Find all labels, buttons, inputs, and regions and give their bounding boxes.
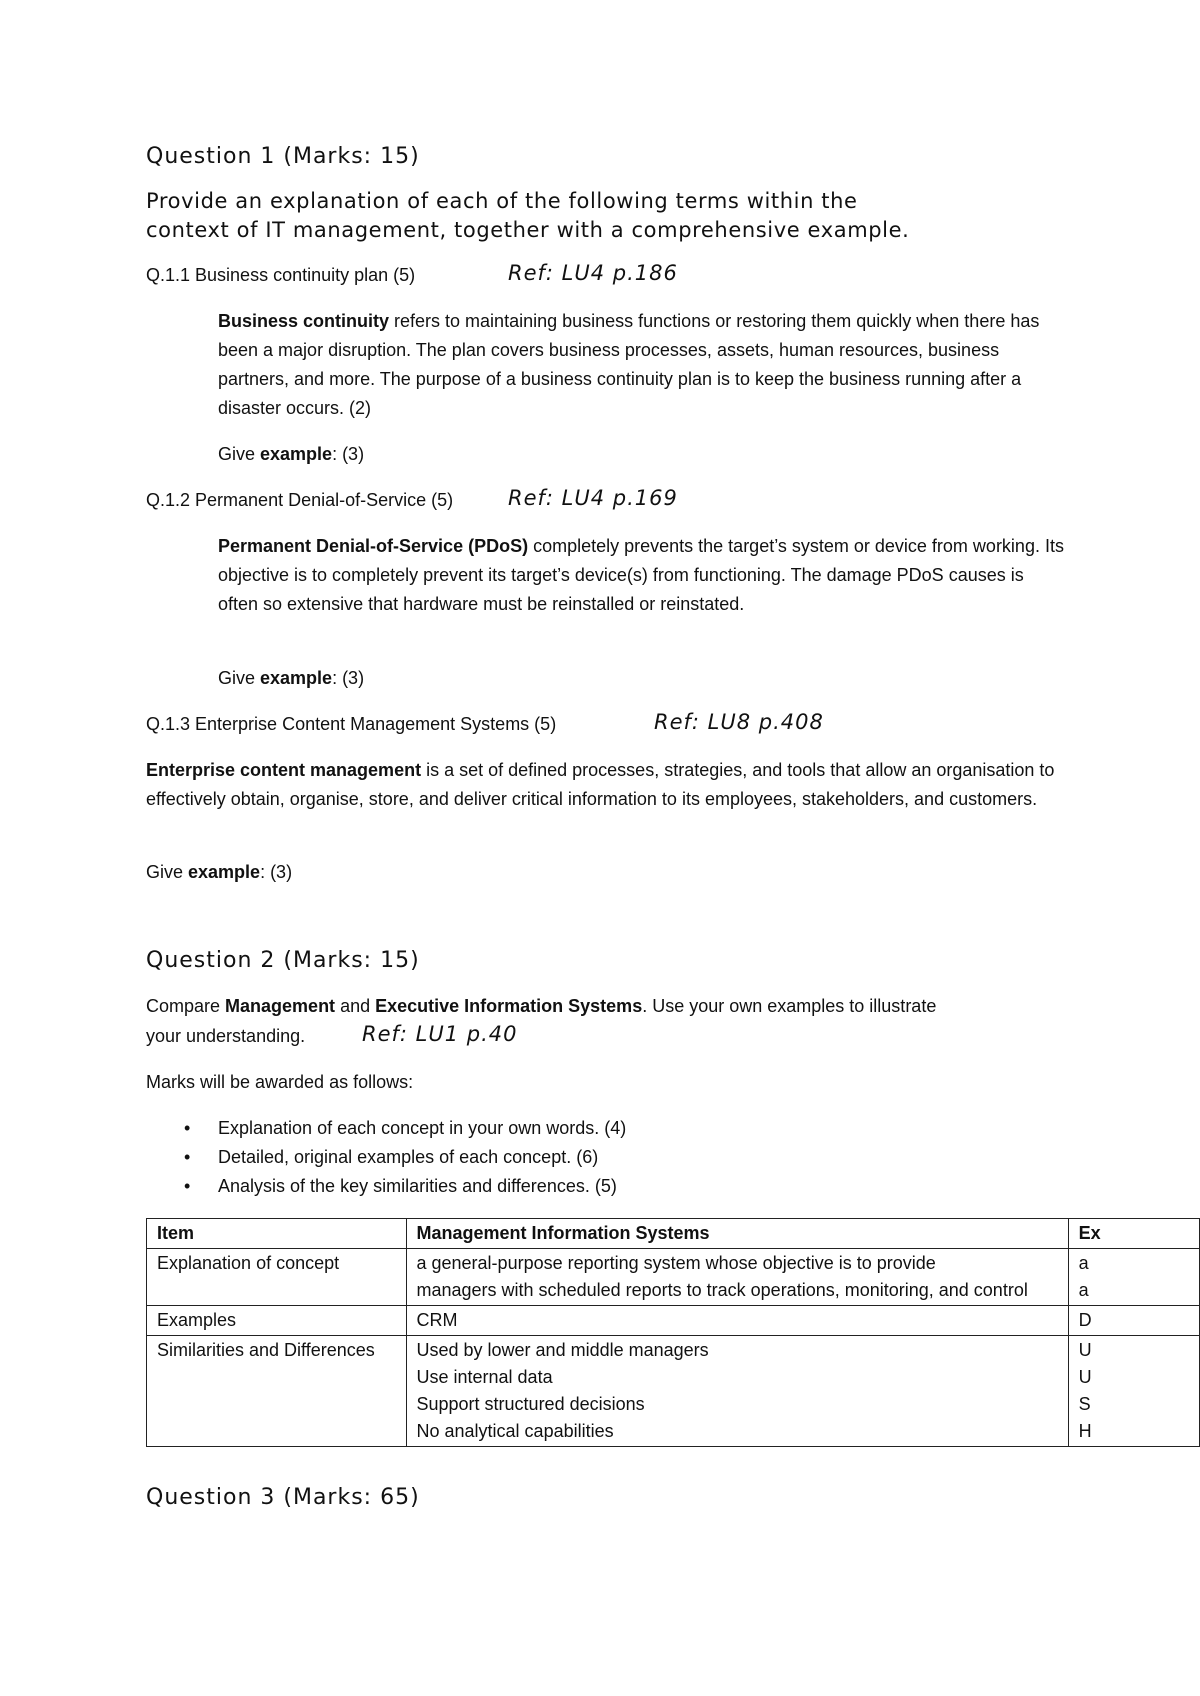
- cell-mis: Used by lower and middle managers Use internal data Support structured decisions No analytical capabilities: [406, 1336, 1068, 1447]
- subquestion-1-2-example: Give example: (3): [218, 668, 365, 688]
- subquestion-1-2-answer: [218, 532, 1068, 619]
- question-1-instructions: [146, 187, 1046, 245]
- question-3-heading: Question 3 (Marks: 65): [146, 1485, 420, 1510]
- subquestion-1-1-answer: [218, 307, 1068, 423]
- instructions-line-1: Provide an explanation of each of the following terms within the: [146, 189, 858, 213]
- table-row: [147, 1336, 1200, 1447]
- question-1-heading: Question 1 (Marks: 15): [146, 144, 420, 169]
- subquestion-1-3-example: Give example: (3): [146, 862, 293, 882]
- comparison-table: [146, 1218, 1200, 1447]
- question-2-instructions-line-1: Compare Management and Executive Information Systems. Use your own examples to illustrate: [146, 996, 937, 1016]
- bullet-item: • Explanation of each concept in your own words. (4): [146, 1114, 626, 1143]
- cell-item: Similarities and Differences: [147, 1336, 407, 1447]
- cell-item: Examples: [147, 1306, 407, 1336]
- subquestion-1-2-label: Q.1.2 Permanent Denial-of-Service (5): [146, 490, 454, 510]
- subquestion-1-1-example: Give example: (3): [218, 444, 365, 464]
- subquestion-1-2-ref: Ref: LU4 p.169: [508, 486, 678, 510]
- subquestion-1-1-label: Q.1.1 Business continuity plan (5): [146, 265, 416, 285]
- question-2-instructions-line-2: your understanding.: [146, 1026, 306, 1046]
- bullet-item: • Detailed, original examples of each concept. (6): [146, 1143, 626, 1172]
- question-2-ref: Ref: LU1 p.40: [362, 1022, 518, 1046]
- subquestion-1-3-answer: [146, 756, 1076, 814]
- answer-text: completely prevents the target’s system or device from working. Its objective is to completely prevent its target’s device(s) from functioning. The damage PDoS causes is often so extensive that hardware must be reinstalled or reinstated.: [218, 536, 1064, 614]
- answer-text: refers to maintaining business functions or restoring them quickly when there has been a major disruption. The plan covers business processes, assets, human resources, business partners, and more. The purpose of a business continuity plan is to keep the business running after a disaster occurs. (2): [218, 311, 1040, 418]
- header-mis: Management Information Systems: [406, 1219, 1068, 1249]
- question-2-heading: Question 2 (Marks: 15): [146, 948, 420, 973]
- cell-mis: a general-purpose reporting system whose objective is to provide managers with scheduled reports to track operations, monitoring, and control: [406, 1249, 1068, 1306]
- cell-item: Explanation of concept: [147, 1249, 407, 1306]
- term-ecm: Enterprise content management: [146, 760, 422, 780]
- marks-note: Marks will be awarded as follows:: [146, 1072, 414, 1092]
- term-business-continuity: Business continuity: [218, 311, 390, 331]
- answer-text: is a set of defined processes, strategies, and tools that allow an organisation to effectively obtain, organise, store, and deliver critical information to its employees, stakeholders, and customers.: [146, 760, 1055, 809]
- header-eis: Ex: [1068, 1219, 1199, 1249]
- instructions-line-2: context of IT management, together with a comprehensive example.: [146, 218, 910, 242]
- header-item: Item: [147, 1219, 407, 1249]
- cell-eis: U U S H: [1068, 1336, 1199, 1447]
- cell-mis: CRM: [406, 1306, 1068, 1336]
- term-pdos: Permanent Denial-of-Service (PDoS): [218, 536, 529, 556]
- cell-eis: D: [1068, 1306, 1199, 1336]
- subquestion-1-3-ref: Ref: LU8 p.408: [654, 710, 824, 734]
- cell-eis: a a: [1068, 1249, 1199, 1306]
- table-row: [147, 1306, 1200, 1336]
- table-header-row: [147, 1219, 1200, 1249]
- subquestion-1-1-ref: Ref: LU4 p.186: [508, 261, 678, 285]
- marks-bullet-list: [146, 1114, 626, 1201]
- table-row: [147, 1249, 1200, 1306]
- subquestion-1-3-label: Q.1.3 Enterprise Content Management Systems (5): [146, 714, 557, 734]
- bullet-item: • Analysis of the key similarities and differences. (5): [146, 1172, 626, 1201]
